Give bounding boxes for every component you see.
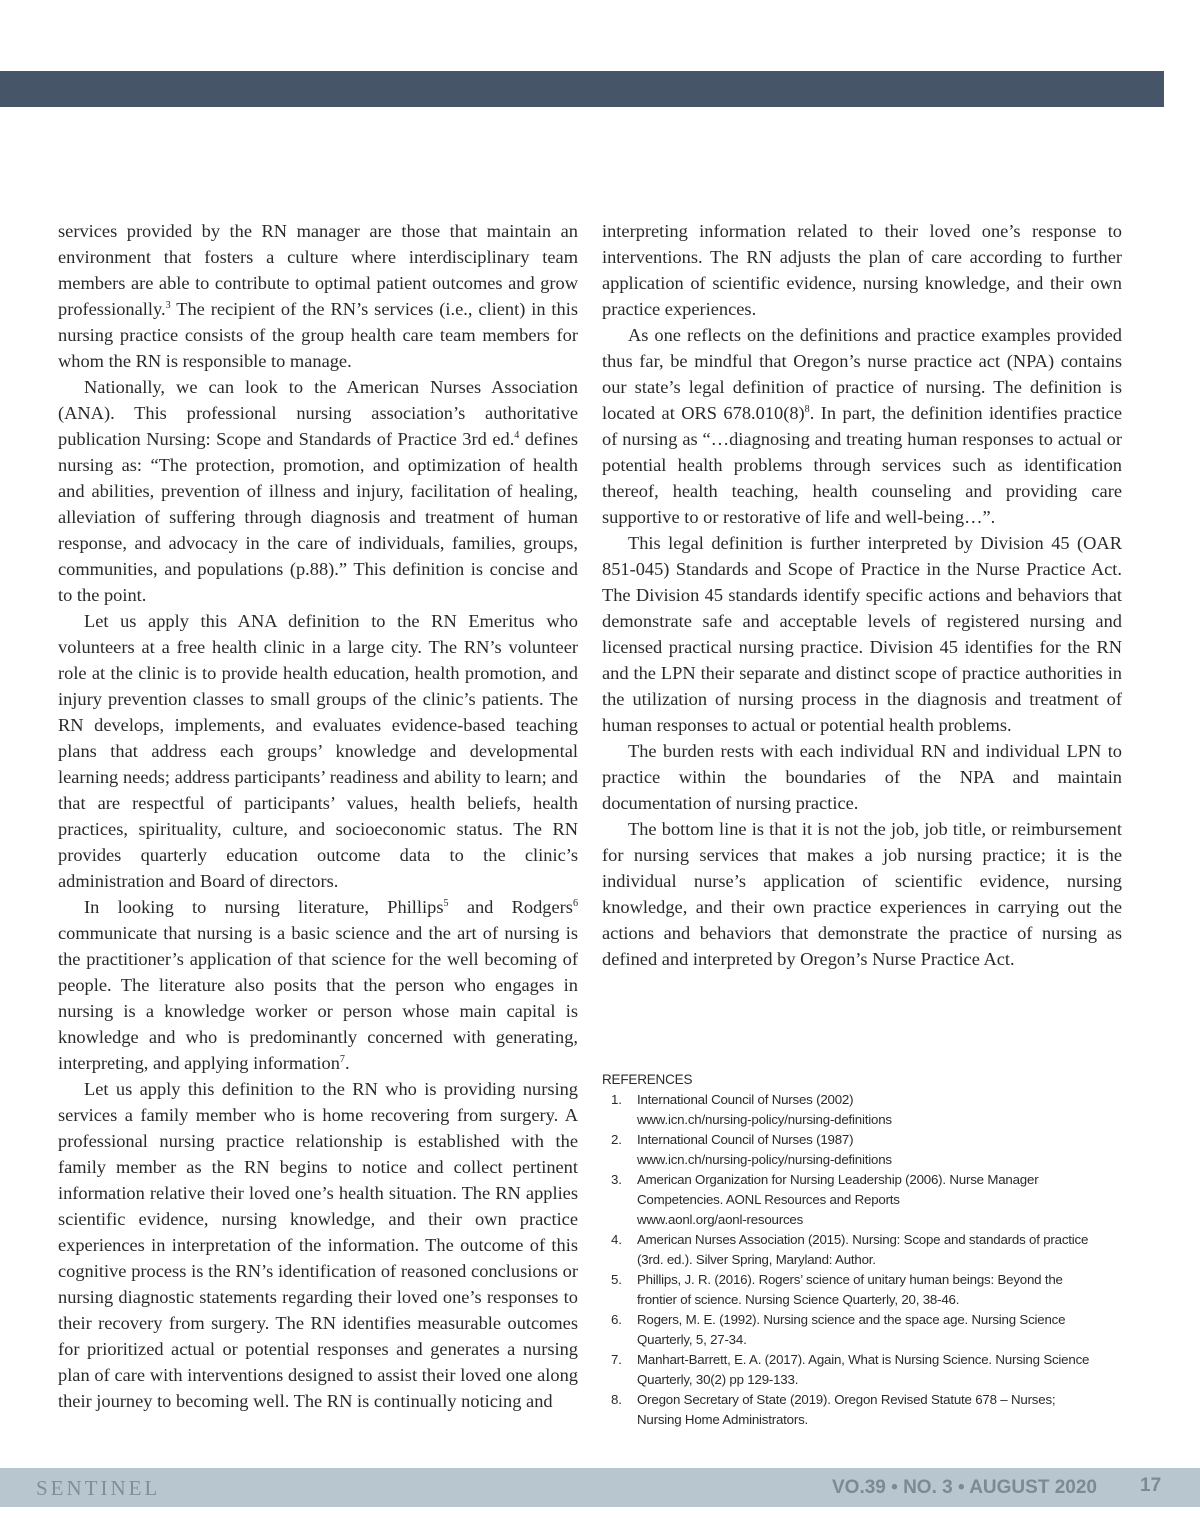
reference-item: 7. Manhart-Barrett, E. A. (2017). Again, What is Nursing Science. Nursing Science Quarterly, 30(2) pp 129-133. [611, 1352, 1090, 1387]
header-band [0, 71, 1164, 107]
references-heading: REFERENCES [602, 1072, 693, 1087]
reference-link[interactable]: www.icn.ch/nursing-policy/nursing-definitions [637, 1152, 892, 1167]
reference-item: 5. Phillips, J. R. (2016). Rogers’ science of unitary human beings: Beyond the frontier of science. Nursing Science Quarterly, 20, 38-46. [611, 1272, 1063, 1307]
references-section [602, 1070, 1132, 1430]
reference-item: 1. International Council of Nurses (2002) www.icn.ch/nursing-policy/nursing-definitions [602, 1090, 1132, 1130]
paragraph: As one reflects on the definitions and practice examples provided thus far, be mindful that Oregon’s nurse practice act (NPA) contains our state’s legal definition of practice of nursing. The definition is located at ORS $678.010(8)^8$. In part, the definition identifies practice of nursing as “…diagnosing and treating human responses to actual or potential health problems through services such as identification thereof, health teaching, health counseling and providing care supportive to or restorative of life and well-being…”. [602, 325, 1122, 527]
paragraph: Nationally, we can look to the American Nurses Association (ANA). This professional nursing association’s authoritative publication Nursing: Scope and Standards of Practice 3rd ed.$^4$ defines nursing as: “The protection, promotion, and optimization of health and abilities, prevention of illness and injury, facilitation of healing, alleviation of suffering through diagnosis and treatment of human response, and advocacy in the care of individuals, families, groups, communities, and populations (p.88).” This definition is concise and to the point. [58, 377, 578, 605]
paragraph: interpreting information related to their loved one’s response to interventions. The RN adjusts the plan of care according to further application of scientific evidence, nursing knowledge, and their own practice experiences. [602, 221, 1122, 319]
paragraph: The burden rests with each individual RN and individual LPN to practice within the boundaries of the NPA and maintain documentation of nursing practice. [602, 741, 1122, 813]
paragraph: The bottom line is that it is not the job, job title, or reimbursement for nursing services that makes a job nursing practice; it is the individual nurse’s application of scientific evidence, nursing knowledge, and their own practice experiences in carrying out the actions and behaviors that demonstrate the practice of nursing as defined and interpreted by Oregon’s Nurse Practice Act. [602, 819, 1122, 969]
reference-item: 6. Rogers, M. E. (1992). Nursing science and the space age. Nursing Science Quarterly, 5, 27-34. [611, 1312, 1066, 1347]
references-list [602, 1090, 1132, 1430]
paragraph: Let us apply this ANA definition to the RN Emeritus who volunteers at a free health clinic in a large city. The RN’s volunteer role at the clinic is to provide health education, health promotion, and injury prevention classes to small groups of the clinic’s patients. The RN develops, implements, and evaluates evidence-based teaching plans that address each groups’ knowledge and developmental learning needs; address participants’ readiness and ability to learn; and that are respectful of participants’ values, health beliefs, health practices, spirituality, culture, and socioeconomic status. The RN provides quarterly education outcome data to the clinic’s administration and Board of directors. [58, 611, 578, 891]
footer-band [0, 1468, 1200, 1507]
paragraph: Let us apply this definition to the RN who is providing nursing services a family member who is home recovering from surgery. A professional nursing practice relationship is established with the family member as the RN begins to notice and collect pertinent information relative their loved one’s health situation. The RN applies scientific evidence, nursing knowledge, and their own practice experiences in interpretation of the information. The outcome of this cognitive process is the RN’s identification of reasoned conclusions or nursing diagnostic statements regarding their loved one’s responses to their recovery from surgery. The RN identifies measurable outcomes for prioritized actual or potential responses and generates a nursing plan of care with interventions designed to assist their loved one along their journey to becoming well. The RN is continually noticing and [58, 1079, 578, 1411]
paragraph: services provided by the RN manager are those that maintain an environment that fosters a culture where interdisciplinary team members are able to contribute to optimal patient outcomes and grow professionally.$^3$ The recipient of the RN’s services (i.e., client) in this nursing practice consists of the group health care team members for whom the RN is responsible to manage. [58, 221, 578, 371]
reference-link[interactable]: www.aonl.org/aonl-resources [637, 1212, 804, 1227]
issue-info: VO.39 • NO. 3 • AUGUST 2020 [832, 1477, 1097, 1498]
article-column-left [58, 218, 578, 1414]
page-number: 17 [1140, 1475, 1162, 1496]
paragraph: This legal definition is further interpreted by Division 45 (OAR 851-045) Standards and Scope of Practice in the Nurse Practice Act. The Division 45 standards identify specific actions and behaviors that demonstrate safe and acceptable levels of registered nursing and licensed practical nursing practice. Division 45 identifies for the RN and the LPN their separate and distinct scope of practice authorities in the utilization of nursing process in the diagnosis and treatment of human responses to actual or potential health problems. [602, 533, 1122, 735]
reference-item: 4. American Nurses Association (2015). Nursing: Scope and standards of practice (3rd. ed.). Silver Spring, Maryland: Author. [611, 1232, 1089, 1267]
publication-name: SENTINEL [36, 1476, 161, 1500]
reference-item: 8. Oregon Secretary of State (2019). Oregon Revised Statute 678 – Nurses; Nursing Home Administrators. [611, 1392, 1056, 1427]
reference-item: 3. American Organization for Nursing Leadership (2006). Nurse Manager Competencies. AONL Resources and Reports www.aonl.org/aonl-resources [602, 1170, 1132, 1230]
reference-item: 2. International Council of Nurses (1987) www.icn.ch/nursing-policy/nursing-definitions [602, 1130, 1132, 1170]
article-column-right [602, 218, 1122, 972]
paragraph: In looking to nursing literature, Phillips$^5$ and Rodgers$^6$ communicate that nursing is a basic science and the art of nursing is the practitioner’s application of that science for the well becoming of people. The literature also posits that the person who engages in nursing is a knowledge worker or person whose main capital is knowledge and who is predominantly concerned with generating, interpreting, and applying information$^7$. [58, 897, 579, 1073]
reference-link[interactable]: www.icn.ch/nursing-policy/nursing-definitions [637, 1112, 892, 1127]
